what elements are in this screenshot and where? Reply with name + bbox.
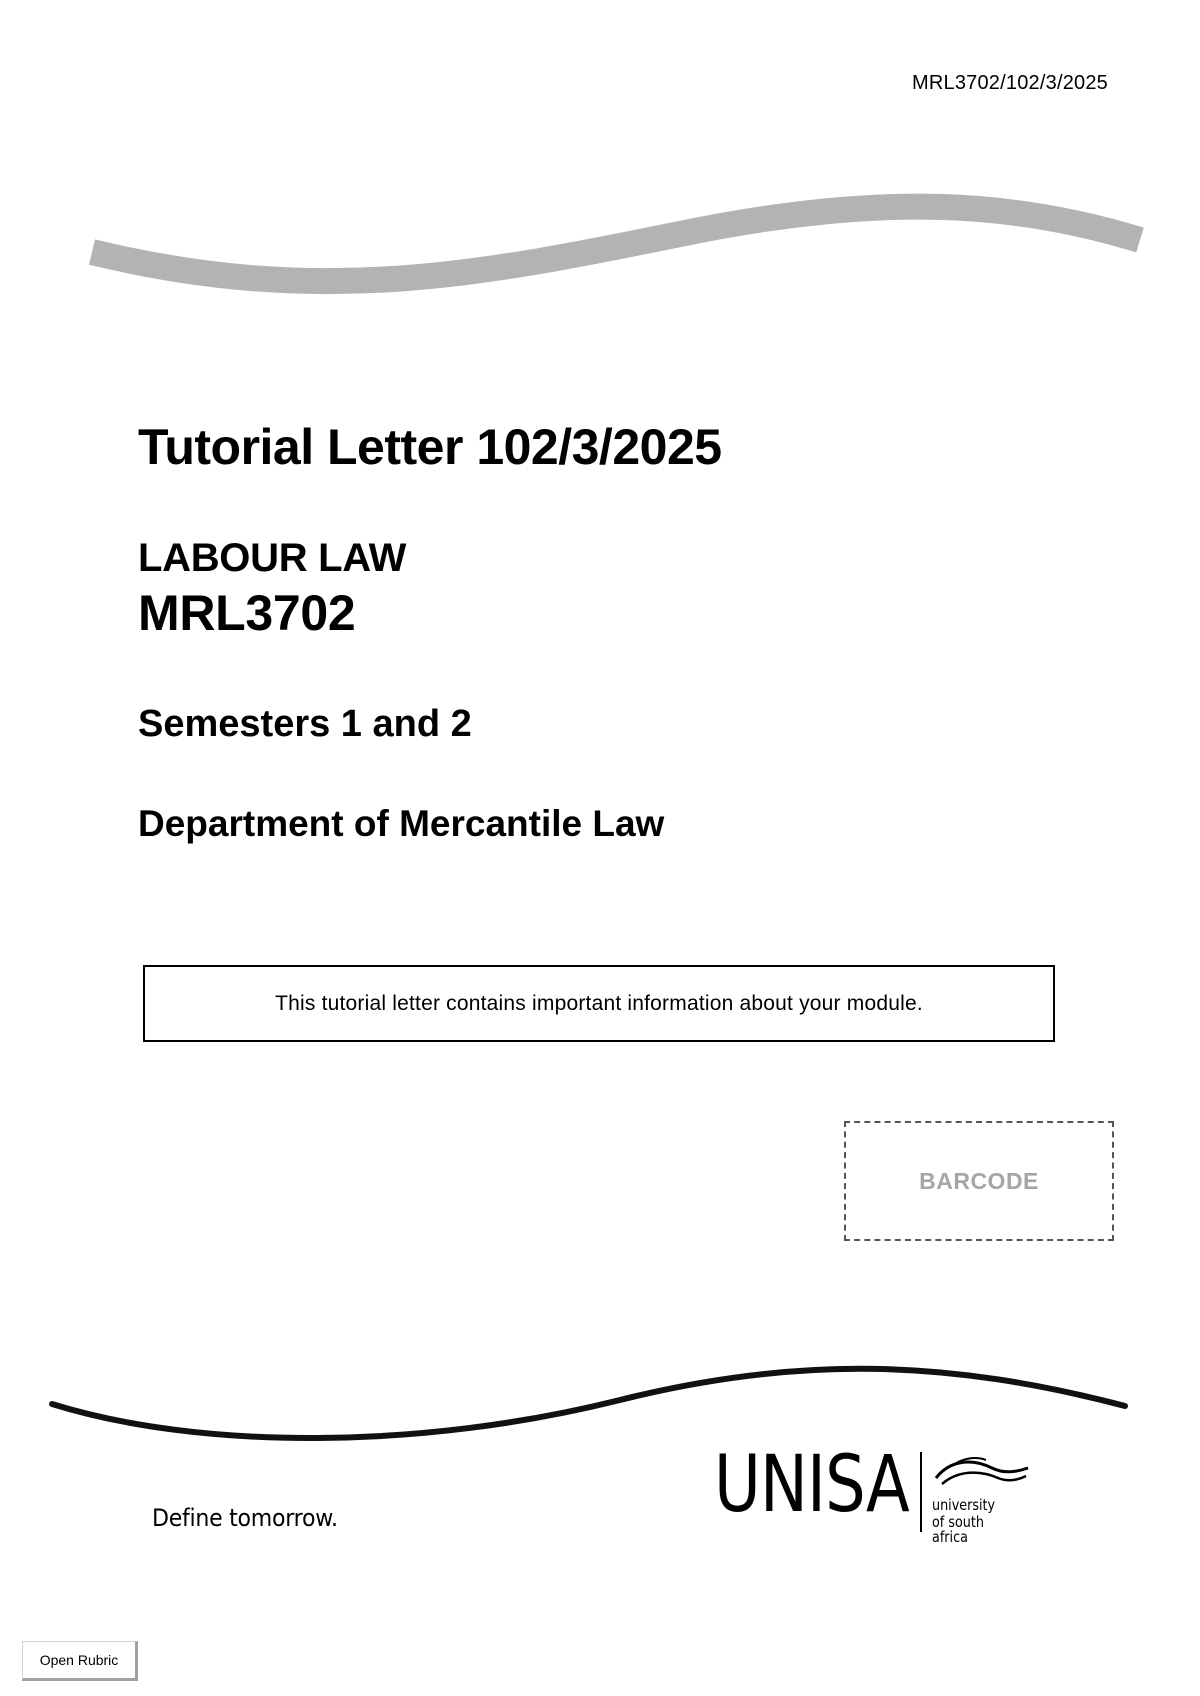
bottom-wave-decoration bbox=[0, 1340, 1200, 1460]
logo-divider bbox=[920, 1452, 922, 1532]
module-name: LABOUR LAW bbox=[138, 536, 407, 580]
open-rubric-button[interactable]: Open Rubric bbox=[22, 1641, 138, 1681]
wave-emblem-icon bbox=[932, 1456, 1030, 1490]
module-code: MRL3702 bbox=[138, 585, 356, 641]
barcode-label: BARCODE bbox=[919, 1167, 1039, 1194]
notice-box bbox=[143, 965, 1055, 1042]
page-title: Tutorial Letter 102/3/2025 bbox=[138, 419, 722, 475]
top-wave-decoration bbox=[0, 180, 1200, 320]
semesters-label: Semesters 1 and 2 bbox=[138, 703, 472, 745]
unisa-logo bbox=[714, 1440, 1030, 1546]
notice-text: This tutorial letter contains important information about your module. bbox=[275, 991, 923, 1015]
department-label: Department of Mercantile Law bbox=[138, 803, 665, 844]
logo-wordmark: UNISA bbox=[714, 1440, 909, 1530]
logo-subtitle-line1: university bbox=[932, 1496, 996, 1514]
logo-subtitle-line2: of south africa bbox=[932, 1513, 984, 1546]
barcode-placeholder bbox=[844, 1121, 1114, 1241]
document-code: MRL3702/102/3/2025 bbox=[912, 72, 1108, 94]
tagline: Define tomorrow. bbox=[152, 1504, 338, 1532]
